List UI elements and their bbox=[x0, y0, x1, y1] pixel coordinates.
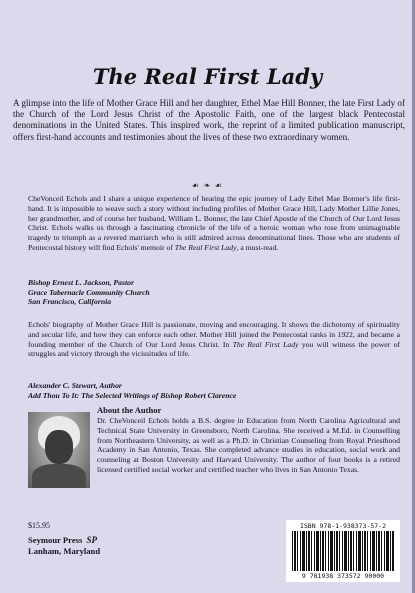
endorsement-1-book-title: The Real First Lady bbox=[174, 242, 237, 252]
publisher-location: Lanham, Maryland bbox=[28, 546, 101, 556]
endorsement-2-text: Echols' biography of Mother Grace Hill is passionate, moving and encouraging. It shows the dichotomy of spirituality and secular life, and how they can enforce each other. Mother Hill joined the Pentecostal ranks in 1922, and became a founding member of the Church of Our Lord Jesus Christ. In bbox=[28, 320, 400, 349]
author-photo bbox=[28, 412, 90, 488]
price-code: 90000 bbox=[364, 572, 385, 580]
publisher-logo-mark: SP bbox=[86, 535, 98, 545]
endorsement-2-book-title: The Real First Lady bbox=[232, 339, 299, 349]
signature-line: Alexander C. Stewart, Author bbox=[28, 381, 122, 390]
ean-digits: 9 781938 373572 bbox=[301, 572, 361, 580]
signature-line: San Francisco, California bbox=[28, 297, 112, 307]
endorsement-2-text-end: you will witness the power of struggles and victory through the vicissitudes of life. bbox=[28, 339, 400, 359]
endorsement-2-signature bbox=[28, 381, 400, 400]
intro-blurb: A glimpse into the life of Mother Grace Hill and her daughter, Ethel Mae Hill Bonner, the late First Lady of the Church of the Lord Jesus Christ of the Apostolic Faith, one of the largest black Pentecostal denominations in the United States. This inspired work, the reprint of a limited publication manuscript, offers first-hand accounts and testimonies about the lives of these two extraordinary women. bbox=[13, 98, 405, 142]
signature-line: Grace Tabernacle Community Church bbox=[28, 287, 150, 297]
isbn-number: ISBN 978-1-938373-57-2 bbox=[299, 522, 387, 530]
about-author-text: Dr. CheVonceil Echols holds a B.S. degree in Education from North Carolina Agricultural and Technical State University in Greensboro, North Carolina. She received a M.Ed. in Counselling from Northeastern University, as well as a Ph.D. in Christian Counseling from Royal Priesthood Academy in San Antonio, Texas. She completed advance studies in education, social work and counseling at Boston University and Harvard University. The author of four books is a retired licensed certified social worker and certified teacher who lives in San Antonio Texas. bbox=[97, 416, 400, 474]
endorsement-2 bbox=[28, 320, 400, 359]
barcode-digits bbox=[286, 572, 400, 580]
barcode bbox=[286, 520, 400, 582]
ornament-divider: ☙ ❧ ☙ bbox=[191, 181, 224, 190]
signature-line: Bishop Ernest L. Jackson, Pastor bbox=[28, 278, 134, 287]
isbn-label bbox=[286, 522, 400, 530]
endorsement-1-text-end: , a must-read. bbox=[236, 242, 279, 252]
endorsement-1-signature bbox=[28, 278, 400, 307]
book-title: The Real First Lady bbox=[92, 64, 323, 89]
signature-line: Add Thou To It: The Selected Writings of Bishop Robert Clarence bbox=[28, 390, 237, 400]
endorsement-1-text: CheVonceil Echols and I share a unique experience of hearing the epic journey of Lady Ethel Mae Bonner's life first-hand. It is impossible to weave such a story without including profiles of Mother Grace Hill, Lady Mother Lillie Jones, her grandmother, and of course her husband, William L. Bonner, the late Chief Apostle of the Church of Our Lord Jesus Christ. Echols walks us through a fascinating chronicle of the life of a heroic woman who rose from unimaginable tragedy to triumph as a revered matriarch who is still admired across denominational lines. Those who are students of Pentecostal history will find Echols' memoir of bbox=[28, 194, 400, 252]
barcode-bars bbox=[292, 531, 394, 571]
publisher-name: Seymour Press bbox=[28, 535, 83, 545]
endorsement-1 bbox=[28, 194, 400, 253]
publisher bbox=[28, 535, 100, 557]
price: $15.95 bbox=[28, 521, 50, 530]
about-author-heading: About the Author bbox=[97, 405, 162, 415]
